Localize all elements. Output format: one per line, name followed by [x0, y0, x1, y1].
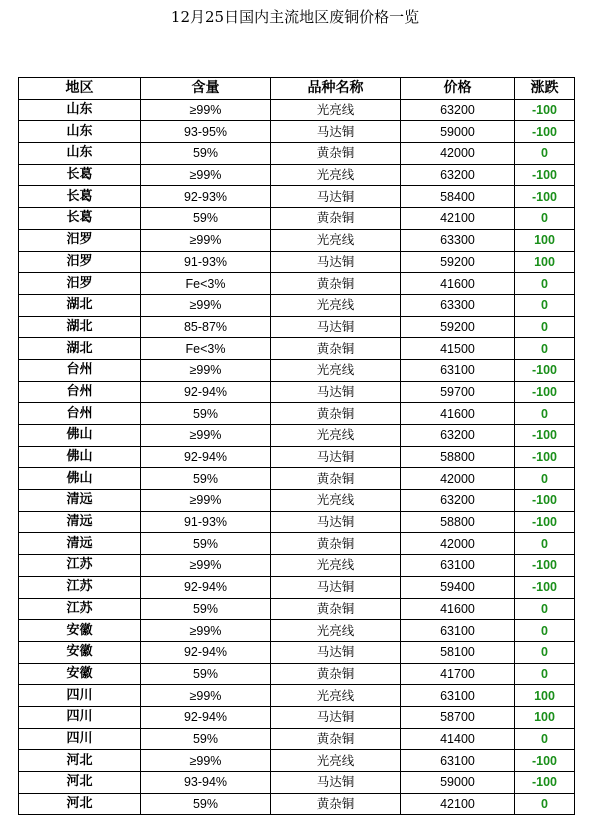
cell-content: 59%	[141, 598, 271, 620]
cell-change: -100	[515, 446, 575, 468]
cell-change: -100	[515, 511, 575, 533]
page-title: 12月25日国内主流地区废铜价格一览	[170, 8, 420, 26]
cell-region: 四川	[19, 706, 141, 728]
cell-change: 0	[515, 728, 575, 750]
cell-change: 0	[515, 533, 575, 555]
cell-change: 100	[515, 706, 575, 728]
cell-price: 42000	[401, 533, 515, 555]
cell-region: 佛山	[19, 446, 141, 468]
cell-content: 59%	[141, 208, 271, 230]
table-row	[19, 490, 575, 512]
cell-region: 四川	[19, 728, 141, 750]
cell-change: -100	[515, 359, 575, 381]
cell-change: -100	[515, 772, 575, 794]
cell-change: -100	[515, 750, 575, 772]
cell-price: 42100	[401, 793, 515, 815]
cell-change: 0	[515, 208, 575, 230]
table-row	[19, 403, 575, 425]
cell-price: 59700	[401, 381, 515, 403]
cell-change: 0	[515, 338, 575, 360]
table-row	[19, 750, 575, 772]
cell-price: 41400	[401, 728, 515, 750]
cell-variety: 光亮线	[271, 555, 401, 577]
cell-region: 台州	[19, 403, 141, 425]
cell-variety: 黄杂铜	[271, 208, 401, 230]
cell-variety: 光亮线	[271, 359, 401, 381]
cell-price: 41600	[401, 273, 515, 295]
cell-variety: 黄杂铜	[271, 663, 401, 685]
table-row	[19, 446, 575, 468]
cell-price: 63100	[401, 359, 515, 381]
cell-variety: 马达铜	[271, 446, 401, 468]
header-change: 涨跌	[515, 78, 575, 100]
cell-content: 92-94%	[141, 706, 271, 728]
header-variety: 品种名称	[271, 78, 401, 100]
cell-change: 0	[515, 468, 575, 490]
cell-content: 59%	[141, 468, 271, 490]
table-row	[19, 208, 575, 230]
cell-region: 河北	[19, 793, 141, 815]
cell-content: 93-95%	[141, 121, 271, 143]
cell-region: 安徽	[19, 620, 141, 642]
cell-content: ≥99%	[141, 425, 271, 447]
cell-content: ≥99%	[141, 685, 271, 707]
cell-variety: 马达铜	[271, 706, 401, 728]
table-row	[19, 533, 575, 555]
cell-region: 山东	[19, 121, 141, 143]
cell-variety: 黄杂铜	[271, 338, 401, 360]
cell-content: Fe<3%	[141, 273, 271, 295]
table-row	[19, 641, 575, 663]
cell-price: 58800	[401, 446, 515, 468]
cell-price: 58800	[401, 511, 515, 533]
cell-region: 河北	[19, 750, 141, 772]
table-row	[19, 576, 575, 598]
cell-content: 59%	[141, 143, 271, 165]
cell-change: 0	[515, 294, 575, 316]
cell-content: 59%	[141, 728, 271, 750]
cell-content: ≥99%	[141, 294, 271, 316]
cell-region: 江苏	[19, 555, 141, 577]
cell-variety: 马达铜	[271, 511, 401, 533]
table-row	[19, 511, 575, 533]
table-row	[19, 663, 575, 685]
cell-price: 63100	[401, 555, 515, 577]
cell-change: 0	[515, 620, 575, 642]
cell-change: 0	[515, 403, 575, 425]
cell-variety: 黄杂铜	[271, 468, 401, 490]
cell-change: 0	[515, 143, 575, 165]
cell-change: 0	[515, 598, 575, 620]
cell-change: 0	[515, 273, 575, 295]
table-row	[19, 164, 575, 186]
cell-region: 湖北	[19, 316, 141, 338]
cell-variety: 光亮线	[271, 164, 401, 186]
cell-content: ≥99%	[141, 750, 271, 772]
table-row	[19, 772, 575, 794]
cell-region: 湖北	[19, 338, 141, 360]
cell-change: 0	[515, 663, 575, 685]
cell-price: 59200	[401, 316, 515, 338]
table-row	[19, 338, 575, 360]
cell-region: 汨罗	[19, 251, 141, 273]
cell-price: 58100	[401, 641, 515, 663]
cell-variety: 黄杂铜	[271, 533, 401, 555]
table-row	[19, 273, 575, 295]
table-row	[19, 793, 575, 815]
cell-variety: 马达铜	[271, 121, 401, 143]
cell-region: 台州	[19, 359, 141, 381]
cell-price: 63200	[401, 425, 515, 447]
cell-content: ≥99%	[141, 359, 271, 381]
cell-content: 59%	[141, 663, 271, 685]
cell-region: 清远	[19, 511, 141, 533]
table-row	[19, 99, 575, 121]
cell-price: 63200	[401, 164, 515, 186]
cell-content: 92-94%	[141, 381, 271, 403]
cell-content: Fe<3%	[141, 338, 271, 360]
cell-change: 100	[515, 685, 575, 707]
table-row	[19, 620, 575, 642]
cell-price: 41600	[401, 403, 515, 425]
cell-content: ≥99%	[141, 555, 271, 577]
cell-region: 汨罗	[19, 273, 141, 295]
cell-variety: 马达铜	[271, 316, 401, 338]
cell-variety: 黄杂铜	[271, 793, 401, 815]
cell-change: -100	[515, 381, 575, 403]
table-row	[19, 555, 575, 577]
cell-variety: 马达铜	[271, 251, 401, 273]
table-row	[19, 728, 575, 750]
cell-price: 63100	[401, 750, 515, 772]
cell-variety: 马达铜	[271, 186, 401, 208]
cell-variety: 光亮线	[271, 425, 401, 447]
cell-variety: 黄杂铜	[271, 598, 401, 620]
cell-price: 63300	[401, 229, 515, 251]
cell-change: -100	[515, 186, 575, 208]
table-row	[19, 425, 575, 447]
cell-content: 93-94%	[141, 772, 271, 794]
cell-price: 63100	[401, 620, 515, 642]
cell-content: 92-94%	[141, 641, 271, 663]
cell-content: 92-94%	[141, 576, 271, 598]
table-row	[19, 706, 575, 728]
cell-content: ≥99%	[141, 229, 271, 251]
cell-variety: 光亮线	[271, 750, 401, 772]
cell-content: ≥99%	[141, 620, 271, 642]
cell-content: 91-93%	[141, 511, 271, 533]
cell-change: 100	[515, 229, 575, 251]
cell-change: -100	[515, 555, 575, 577]
cell-variety: 光亮线	[271, 294, 401, 316]
cell-region: 安徽	[19, 663, 141, 685]
table-row	[19, 186, 575, 208]
cell-content: ≥99%	[141, 99, 271, 121]
cell-price: 63100	[401, 685, 515, 707]
cell-content: ≥99%	[141, 164, 271, 186]
cell-price: 59400	[401, 576, 515, 598]
cell-content: ≥99%	[141, 490, 271, 512]
table-row	[19, 685, 575, 707]
cell-content: 91-93%	[141, 251, 271, 273]
cell-price: 59200	[401, 251, 515, 273]
cell-region: 台州	[19, 381, 141, 403]
cell-change: 0	[515, 316, 575, 338]
cell-variety: 光亮线	[271, 620, 401, 642]
cell-change: -100	[515, 576, 575, 598]
cell-change: -100	[515, 490, 575, 512]
cell-variety: 马达铜	[271, 381, 401, 403]
cell-region: 四川	[19, 685, 141, 707]
cell-price: 63200	[401, 99, 515, 121]
cell-price: 58700	[401, 706, 515, 728]
cell-variety: 光亮线	[271, 99, 401, 121]
cell-price: 59000	[401, 121, 515, 143]
cell-region: 汨罗	[19, 229, 141, 251]
cell-region: 佛山	[19, 425, 141, 447]
cell-price: 42100	[401, 208, 515, 230]
cell-region: 江苏	[19, 576, 141, 598]
cell-region: 河北	[19, 772, 141, 794]
table-row	[19, 359, 575, 381]
table-row	[19, 381, 575, 403]
cell-price: 41700	[401, 663, 515, 685]
cell-region: 湖北	[19, 294, 141, 316]
cell-region: 江苏	[19, 598, 141, 620]
cell-price: 63200	[401, 490, 515, 512]
cell-variety: 光亮线	[271, 490, 401, 512]
header-content: 含量	[141, 78, 271, 100]
cell-region: 长葛	[19, 164, 141, 186]
price-table	[18, 77, 575, 815]
cell-change: 100	[515, 251, 575, 273]
cell-region: 安徽	[19, 641, 141, 663]
cell-variety: 黄杂铜	[271, 403, 401, 425]
cell-content: 92-94%	[141, 446, 271, 468]
table-row	[19, 316, 575, 338]
cell-change: 0	[515, 793, 575, 815]
cell-variety: 光亮线	[271, 685, 401, 707]
table-row	[19, 294, 575, 316]
cell-price: 41500	[401, 338, 515, 360]
cell-change: -100	[515, 99, 575, 121]
cell-variety: 光亮线	[271, 229, 401, 251]
header-price: 价格	[401, 78, 515, 100]
cell-content: 85-87%	[141, 316, 271, 338]
cell-content: 59%	[141, 533, 271, 555]
table-row	[19, 229, 575, 251]
cell-change: 0	[515, 641, 575, 663]
cell-region: 佛山	[19, 468, 141, 490]
cell-region: 长葛	[19, 186, 141, 208]
table-row	[19, 143, 575, 165]
cell-variety: 黄杂铜	[271, 273, 401, 295]
cell-price: 42000	[401, 468, 515, 490]
cell-content: 59%	[141, 793, 271, 815]
cell-price: 63300	[401, 294, 515, 316]
cell-price: 42000	[401, 143, 515, 165]
table-row	[19, 251, 575, 273]
table-row	[19, 121, 575, 143]
table-row	[19, 468, 575, 490]
table-body	[19, 99, 575, 815]
cell-variety: 马达铜	[271, 641, 401, 663]
cell-content: 92-93%	[141, 186, 271, 208]
table-row	[19, 598, 575, 620]
cell-change: -100	[515, 425, 575, 447]
cell-region: 清远	[19, 490, 141, 512]
cell-variety: 黄杂铜	[271, 143, 401, 165]
cell-variety: 黄杂铜	[271, 728, 401, 750]
cell-region: 清远	[19, 533, 141, 555]
cell-price: 58400	[401, 186, 515, 208]
cell-change: -100	[515, 164, 575, 186]
cell-region: 山东	[19, 99, 141, 121]
cell-price: 41600	[401, 598, 515, 620]
cell-region: 山东	[19, 143, 141, 165]
header-region: 地区	[19, 78, 141, 100]
table-header-row	[19, 78, 575, 100]
cell-variety: 马达铜	[271, 576, 401, 598]
cell-price: 59000	[401, 772, 515, 794]
cell-content: 59%	[141, 403, 271, 425]
cell-region: 长葛	[19, 208, 141, 230]
cell-variety: 马达铜	[271, 772, 401, 794]
cell-change: -100	[515, 121, 575, 143]
